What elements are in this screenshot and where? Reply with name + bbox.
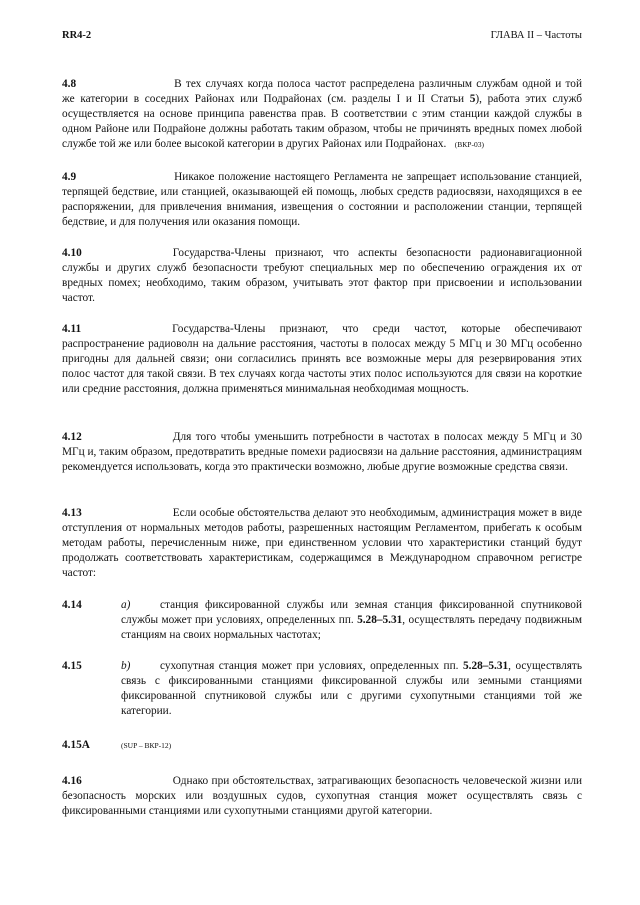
provision-number: 4.16 <box>62 775 82 787</box>
chapter-title: ГЛАВА II – Частоты <box>490 30 582 41</box>
provision-4-9 <box>62 170 582 230</box>
provision-text: станция фиксированной службы или земная станция фиксированной спутниковой службы может при условиях, определенных пп. <box>121 599 582 626</box>
provision-text: В тех случаях когда полоса частот распределена различным службам одной и той же категории в соседних Районах или Подрайонах (см. разделы I и II Статьи <box>62 78 582 105</box>
provision-4-11 <box>62 322 582 397</box>
article-reference: 5 <box>469 93 476 105</box>
provision-4-10 <box>62 246 582 306</box>
provision-number: 4.8 <box>62 78 77 90</box>
provision-number: 4.9 <box>62 171 77 183</box>
provision-text: Никакое положение настоящего Регламента не запрещает использование станцией, терпящей бедствие, или станцией, оказывающей ей помощь, любых средств радиосвязи, находящихся в ее распоряжении, для привлечения внимания, извещения о состоянии и расположении станции, терпящей бедствие, и для получения или оказания помощи. <box>62 171 582 228</box>
provision-4-15 <box>62 659 582 719</box>
provision-number: 4.13 <box>62 507 82 519</box>
provision-number: 4.14 <box>62 599 82 611</box>
provision-4-14 <box>62 598 582 643</box>
provision-number: 4.10 <box>62 247 82 259</box>
revision-note: (ВКР-03) <box>454 140 484 149</box>
provision-reference: 5.28–5.31 <box>357 614 403 626</box>
item-letter: a) <box>121 599 131 611</box>
provision-4-8 <box>62 77 582 152</box>
provision-number: 4.15A <box>62 739 90 751</box>
document-code: RR4-2 <box>62 30 92 41</box>
provision-text-cont: ), работа этих служб осуществляется на основе принципа равенства прав. В соответствии с этим станции каждой службы в одном Районе или Подрайоне должны работать таким образом, чтобы не причинять вредных помех любой службе той же или более высокой категории в других Районах или Подрайонах. <box>62 93 582 150</box>
provision-4-13 <box>62 506 582 581</box>
provision-text: Однако при обстоятельствах, затрагивающих безопасность человеческой жизни или безопасность морских или воздушных судов, сухопутная станция может осуществлять связь с фиксированными станциями или сухопутными станциями другой категории. <box>62 775 582 817</box>
provision-text: Для того чтобы уменьшить потребности в частотах в полосах между 5 МГц и 30 МГц и, таким образом, предотвратить вредные помехи радиосвязи на дальние расстояния, администрациям рекомендуется использовать, когда это практически возможно, любые другие возможные средства связи. <box>62 431 582 473</box>
provision-text: Государства-Члены признают, что аспекты безопасности радионавигационной службы и других служб безопасности требуют специальных мер по обеспечению ограждения их от вредных помех; необходимо, таким образом, учитывать этот фактор при присвоении и использовании частот. <box>62 247 582 304</box>
provision-number: 4.15 <box>62 660 82 672</box>
provision-text-cont: , осуществлять передачу подвижным станциям на своих нормальных частотах; <box>121 614 582 641</box>
provision-reference: 5.28–5.31 <box>462 660 509 672</box>
provision-text: Государства-Члены признают, что среди частот, которые обеспечивают распространение радиоволн на дальние расстояния, частоты в полосах между 5 МГц и 30 МГц особенно пригодны для дальней связи; они согласились принять все возможные меры для резервирования этих полос частот для такой связи. В тех случаях когда частоты этих полос используются для связи на короткие или средние расстояния, должна применяться минимальная необходимая мощность. <box>62 323 582 395</box>
provision-text-cont: , осуществлять связь с фиксированными станциями фиксированной службы или земными станциями фиксированной спутниковой службы или с другими сухопутными станциями той же категории. <box>121 660 582 717</box>
provision-4-12 <box>62 430 582 475</box>
provision-4-15a <box>62 738 582 753</box>
provision-number: 4.12 <box>62 431 82 443</box>
provision-text: сухопутная станция может при условиях, определенных пп. <box>160 660 463 672</box>
suppression-note: (SUP – ВКР-12) <box>121 741 172 750</box>
provision-text: Если особые обстоятельства делают это необходимым, администрация может в виде отступления от нормальных методов работы, разрешенных настоящим Регламентом, прибегать к особым методам работы, перечисленным ниже, при единственном условии что характеристики станций будут продолжать соответствовать характеристикам, содержащимся в Международном справочном регистре частот: <box>62 507 582 579</box>
item-letter: b) <box>121 660 131 672</box>
provision-number: 4.11 <box>62 323 82 335</box>
provision-4-16 <box>62 774 582 819</box>
page-header <box>62 30 582 46</box>
